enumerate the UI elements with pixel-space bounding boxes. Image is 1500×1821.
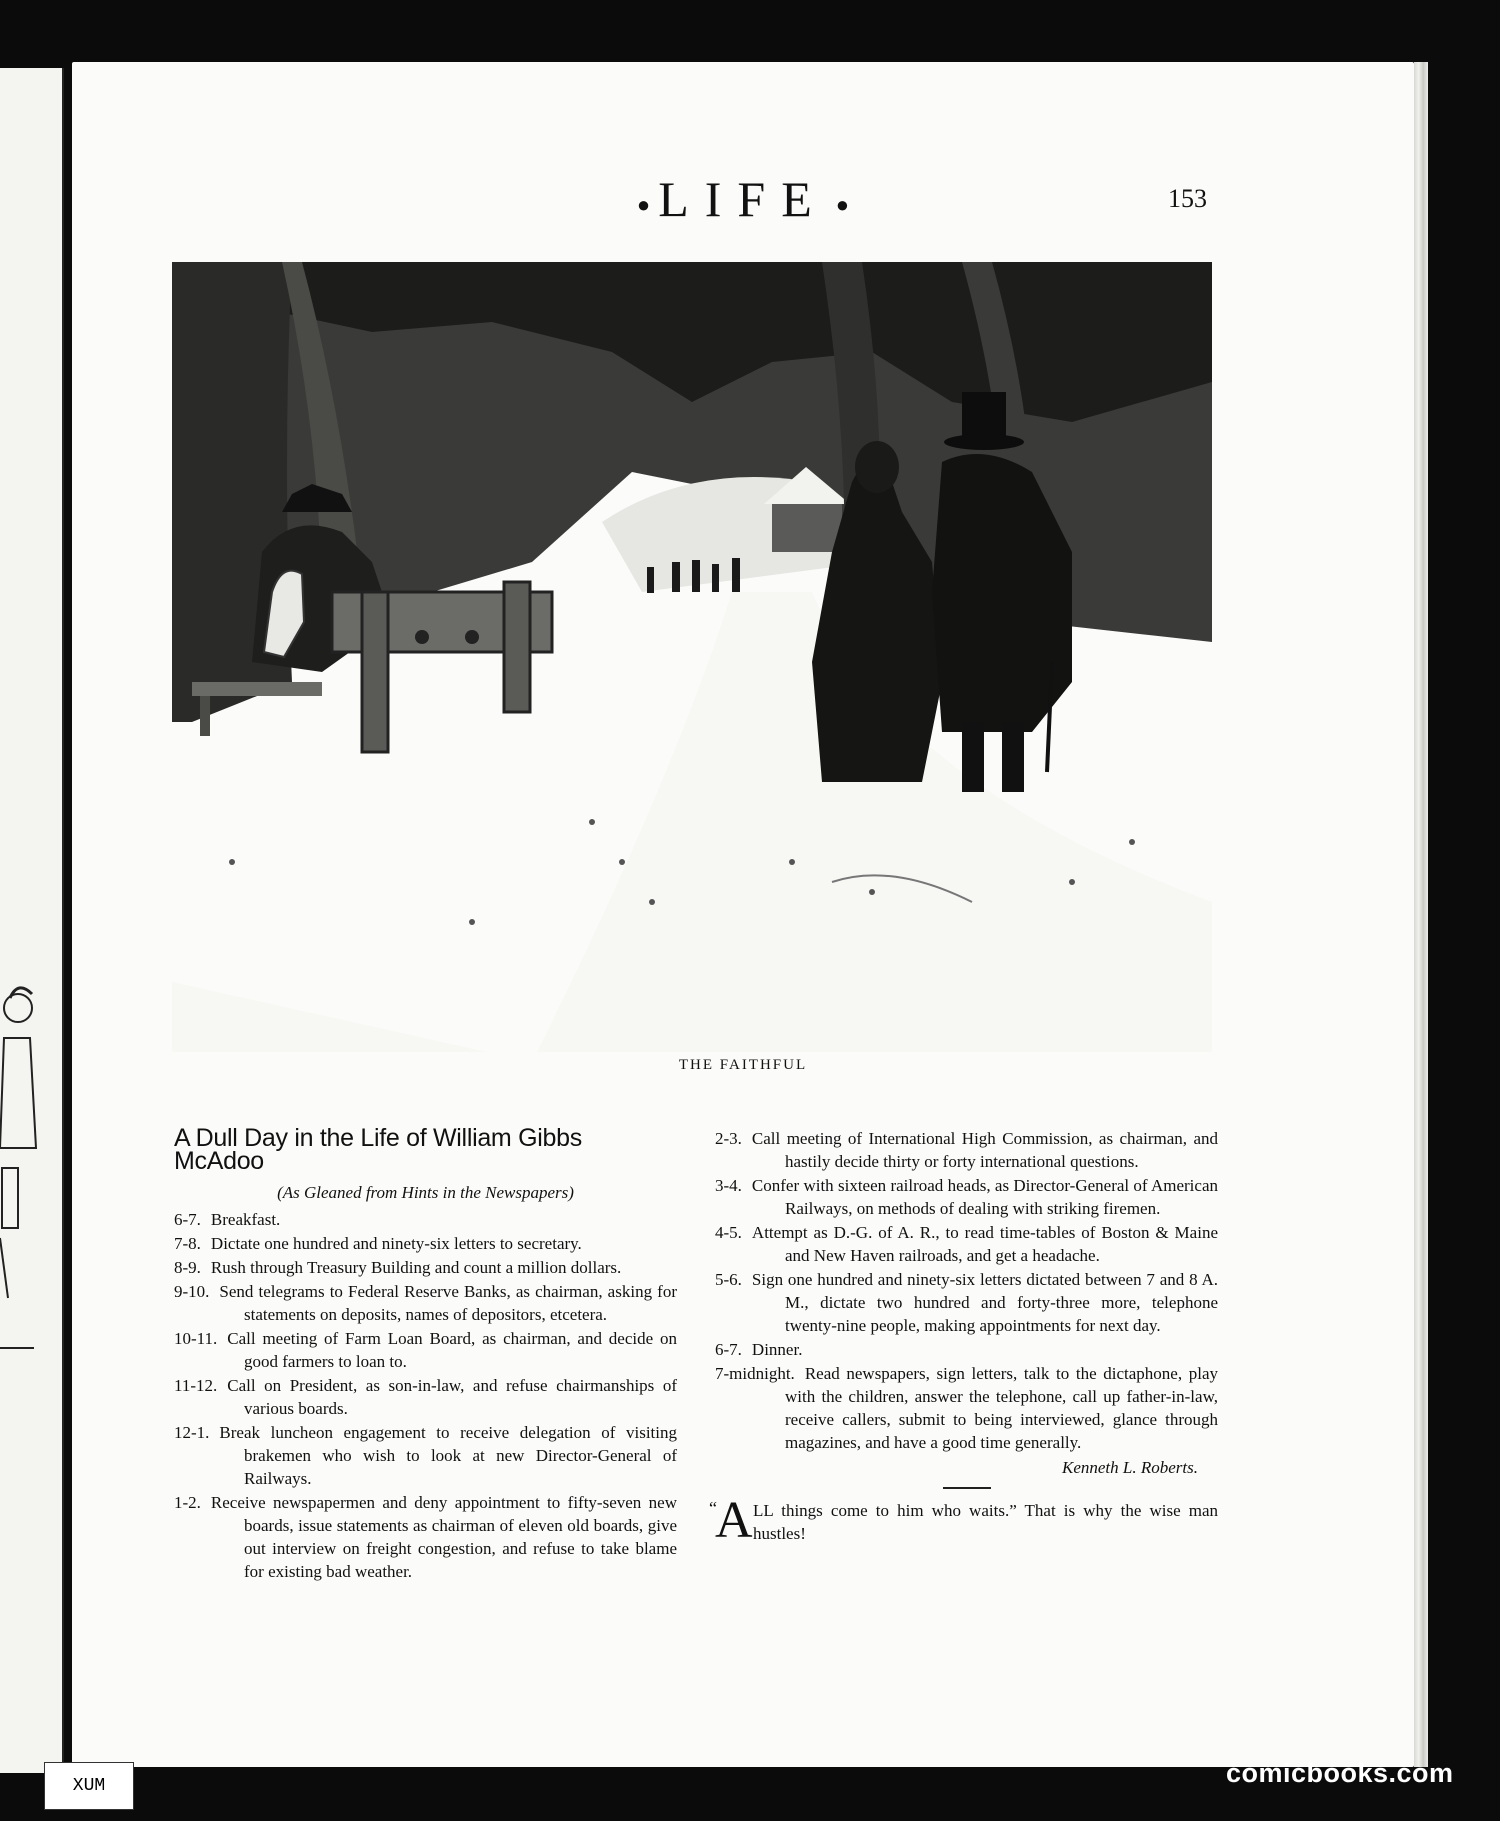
schedule-entry: 2-3. Call meeting of International High Commission, as chairman, and hastily decide thirty or forty international questions.: [715, 1129, 1218, 1171]
filler-quote: [709, 1492, 1218, 1549]
open-quote: “: [709, 1498, 717, 1518]
masthead-dot-right: ●: [835, 191, 850, 217]
schedule-entry: 4-5. Attempt as D.-G. of A. R., to read time-tables of Boston & Maine and New Haven railroads, and get a headache.: [715, 1223, 1218, 1265]
schedule-entry: 7-8. Dictate one hundred and ninety-six letters to secretary.: [174, 1234, 582, 1253]
page-stack-edge: [1414, 62, 1428, 1767]
schedule-entry: 11-12. Call on President, as son-in-law, and refuse chairmanships of various boards.: [174, 1376, 677, 1418]
schedule-entry: 5-6. Sign one hundred and ninety-six letters dictated between 7 and 8 A. M., dictate two hundred and forty-three more, telephone twenty-nine people, making appointments for next day.: [715, 1270, 1218, 1335]
article-title: A Dull Day in the Life of William Gibbs McAdoo: [174, 1124, 582, 1175]
illustration-caption: THE FAITHFUL: [678, 1057, 808, 1073]
schedule-entry: 1-2. Receive newspapermen and deny appointment to fifty-seven new boards, issue statements as chairman of eleven old boards, give out interview on freight congestion, and refuse to take blame for existing bad weather.: [174, 1493, 677, 1581]
schedule-entry: 6-7. Breakfast.: [174, 1210, 281, 1229]
schedule-entry: 12-1. Break luncheon engagement to receive delegation of visiting brakemen who wish to look at new Director-General of Railways.: [174, 1423, 677, 1488]
schedule-entry: 6-7. Dinner.: [715, 1340, 803, 1359]
article-left-column: [174, 1124, 677, 1584]
masthead-dot-left: ●: [636, 191, 651, 217]
schedule-entry: 10-11. Call meeting of Farm Loan Board, as chairman, and decide on good farmers to loan to.: [174, 1329, 677, 1371]
page-number: 153: [1168, 184, 1207, 213]
article-right-column: [709, 1127, 1218, 1549]
schedule-entry: 9-10. Send telegrams to Federal Reserve Banks, as chairman, asking for statements on deposits, names of depositors, etcetera.: [174, 1282, 677, 1324]
site-watermark: comicbooks.com: [1226, 1758, 1454, 1788]
winter-scene-illustration: [172, 262, 1212, 1052]
section-divider: [943, 1487, 991, 1489]
schedule-entry: 8-9. Rush through Treasury Building and count a million dollars.: [174, 1258, 622, 1277]
filler-text: LL things come to him who waits.” That is why the wise man hustles!: [753, 1501, 1218, 1543]
magazine-page: [72, 62, 1414, 1767]
left-facing-page: [0, 68, 64, 1773]
left-page-illustration-fragment: [0, 968, 40, 1368]
schedule-entry: 3-4. Confer with sixteen railroad heads, as Director-General of American Railways, on methods of dealing with striking firemen.: [715, 1176, 1218, 1218]
scan-tag: XUM: [44, 1762, 134, 1810]
author-signature: Kenneth L. Roberts.: [1062, 1458, 1198, 1477]
drop-cap: A: [715, 1492, 753, 1549]
schedule-entry: 7-midnight. Read newspapers, sign letters, talk to the dictaphone, play with the children, answer the telephone, call up father-in-law, receive callers, submit to being interviewed, glance through magazines, and have a good time generally.: [715, 1364, 1218, 1452]
article-subtitle: (As Gleaned from Hints in the Newspapers): [277, 1183, 574, 1202]
masthead: [72, 170, 1414, 228]
masthead-title: LIFE: [658, 171, 828, 227]
